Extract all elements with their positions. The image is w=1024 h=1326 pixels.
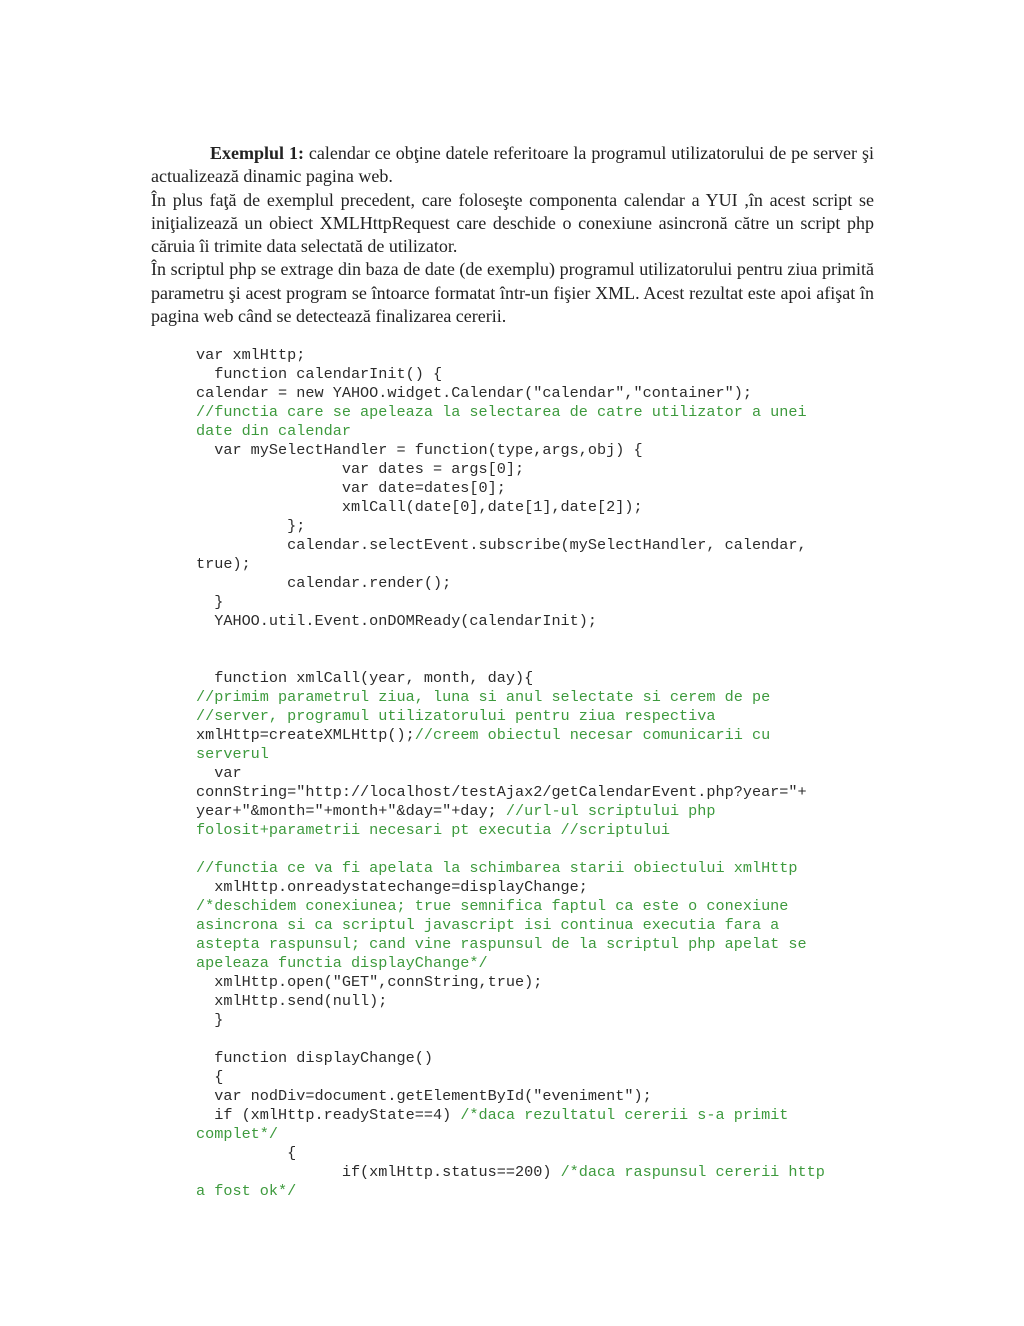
code-line xyxy=(196,441,886,460)
code-line xyxy=(196,650,886,669)
code-text: } xyxy=(196,1011,224,1029)
code-comment: //primim parametrul ziua, luna si anul selectate si cerem de pe xyxy=(196,688,771,706)
code-text: calendar.selectEvent.subscribe(mySelectHandler, calendar, xyxy=(196,536,807,554)
code-line xyxy=(196,935,886,954)
code-text: xmlCall(date[0],date[1],date[2]); xyxy=(196,498,643,516)
code-line xyxy=(196,745,886,764)
code-text: var nodDiv=document.getElementById("eveniment"); xyxy=(196,1087,652,1105)
code-line xyxy=(196,593,886,612)
code-comment: //server, programul utilizatorului pentru ziua respectiva xyxy=(196,707,716,725)
code-text: } xyxy=(196,593,224,611)
code-text: function xmlCall(year, month, day){ xyxy=(196,669,534,687)
code-text: xmlHttp.open("GET",connString,true); xyxy=(196,973,543,991)
code-line xyxy=(196,1030,886,1049)
code-text: xmlHttp.send(null); xyxy=(196,992,388,1010)
code-line xyxy=(196,365,886,384)
code-line xyxy=(196,612,886,631)
code-text: var xyxy=(196,764,242,782)
code-text: if (xmlHttp.readyState==4) xyxy=(196,1106,461,1124)
code-comment: folosit+parametrii necesari pt executia //scriptului xyxy=(196,821,670,839)
code-line xyxy=(196,992,886,1011)
code-line xyxy=(196,688,886,707)
code-comment: astepta raspunsul; cand vine raspunsul de la scriptul php apelat se xyxy=(196,935,807,953)
code-text: calendar.render(); xyxy=(196,574,452,592)
code-line xyxy=(196,973,886,992)
code-line xyxy=(196,1106,886,1125)
code-line xyxy=(196,479,886,498)
code-text: if(xmlHttp.status==200) xyxy=(196,1163,561,1181)
code-line xyxy=(196,631,886,650)
code-line xyxy=(196,460,886,479)
code-text: function calendarInit() { xyxy=(196,365,443,383)
code-line xyxy=(196,1087,886,1106)
document-text xyxy=(151,142,874,328)
code-text: var dates = args[0]; xyxy=(196,460,525,478)
code-comment: //creem obiectul necesar comunicarii cu xyxy=(414,726,771,744)
code-comment: //functia ce va fi apelata la schimbarea starii obiectului xmlHttp xyxy=(196,859,798,877)
code-line xyxy=(196,897,886,916)
code-line xyxy=(196,1163,886,1182)
code-comment: a fost ok*/ xyxy=(196,1182,297,1200)
code-line xyxy=(196,802,886,821)
code-text: true); xyxy=(196,555,251,573)
code-line xyxy=(196,1049,886,1068)
code-text: }; xyxy=(196,517,306,535)
code-line xyxy=(196,954,886,973)
code-text: var date=dates[0]; xyxy=(196,479,506,497)
paragraph-example-intro xyxy=(151,142,874,189)
code-line xyxy=(196,555,886,574)
code-line xyxy=(196,783,886,802)
code-comment: //url-ul scriptului php xyxy=(505,802,716,820)
code-listing xyxy=(196,346,886,1201)
code-line xyxy=(196,1011,886,1030)
code-comment: /*deschidem conexiunea; true semnifica faptul ca este o conexiune xyxy=(196,897,789,915)
code-text: calendar = new YAHOO.widget.Calendar("calendar","container"); xyxy=(196,384,752,402)
code-comment: date din calendar xyxy=(196,422,351,440)
code-comment: serverul xyxy=(196,745,269,763)
paragraph-php-script: În scriptul php se extrage din baza de date (de exemplu) programul utilizatorului pentru ziua primită parametru şi acest program se întoarce formatat într-un fişier XML. Acest rezultat este apoi afişat în pagina web când se detectează finalizarea cererii. xyxy=(151,259,874,327)
code-text: function displayChange() xyxy=(196,1049,433,1067)
code-comment: /*daca raspunsul cererii http xyxy=(560,1163,825,1181)
example-description: calendar ce obţine datele referitoare la programul utilizatorului de pe server şi actualizează dinamic pagina web. xyxy=(151,143,874,187)
code-text: var xmlHttp; xyxy=(196,346,306,364)
code-line xyxy=(196,669,886,688)
code-text: { xyxy=(196,1144,297,1162)
code-line xyxy=(196,517,886,536)
code-text: var mySelectHandler = function(type,args,obj) { xyxy=(196,441,643,459)
code-line xyxy=(196,1068,886,1087)
code-comment: apeleaza functia displayChange*/ xyxy=(196,954,488,972)
code-line xyxy=(196,726,886,745)
code-line xyxy=(196,878,886,897)
code-text: year+"&month="+month+"&day="+day; xyxy=(196,802,506,820)
code-line xyxy=(196,1144,886,1163)
code-line xyxy=(196,536,886,555)
code-text: YAHOO.util.Event.onDOMReady(calendarInit); xyxy=(196,612,598,630)
code-text: xmlHttp=createXMLHttp(); xyxy=(196,726,415,744)
code-text: connString="http://localhost/testAjax2/getCalendarEvent.php?year="+ xyxy=(196,783,807,801)
code-line xyxy=(196,403,886,422)
code-line xyxy=(196,498,886,517)
code-line xyxy=(196,916,886,935)
code-line xyxy=(196,764,886,783)
code-line xyxy=(196,707,886,726)
example-label: Exemplul 1: xyxy=(210,143,304,163)
code-line xyxy=(196,840,886,859)
paragraph-yui-xmlhttprequest: În plus faţă de exemplul precedent, care foloseşte componenta calendar a YUI ,în acest script se iniţializează un obiect XMLHttpRequest care deschide o conexiune asincronă către un script php căruia îi trimite data selectată de utilizator. xyxy=(151,189,874,257)
code-line xyxy=(196,1125,886,1144)
code-line xyxy=(196,384,886,403)
code-text: xmlHttp.onreadystatechange=displayChange; xyxy=(196,878,588,896)
code-comment: asincrona si ca scriptul javascript isi continua executia fara a xyxy=(196,916,780,934)
code-line xyxy=(196,859,886,878)
code-comment: complet*/ xyxy=(196,1125,279,1143)
code-comment: //functia care se apeleaza la selectarea de catre utilizator a unei xyxy=(196,403,807,421)
code-line xyxy=(196,1182,886,1201)
code-line xyxy=(196,422,886,441)
code-line xyxy=(196,821,886,840)
code-line xyxy=(196,574,886,593)
code-comment: /*daca rezultatul cererii s-a primit xyxy=(460,1106,789,1124)
code-text: { xyxy=(196,1068,224,1086)
code-line xyxy=(196,346,886,365)
